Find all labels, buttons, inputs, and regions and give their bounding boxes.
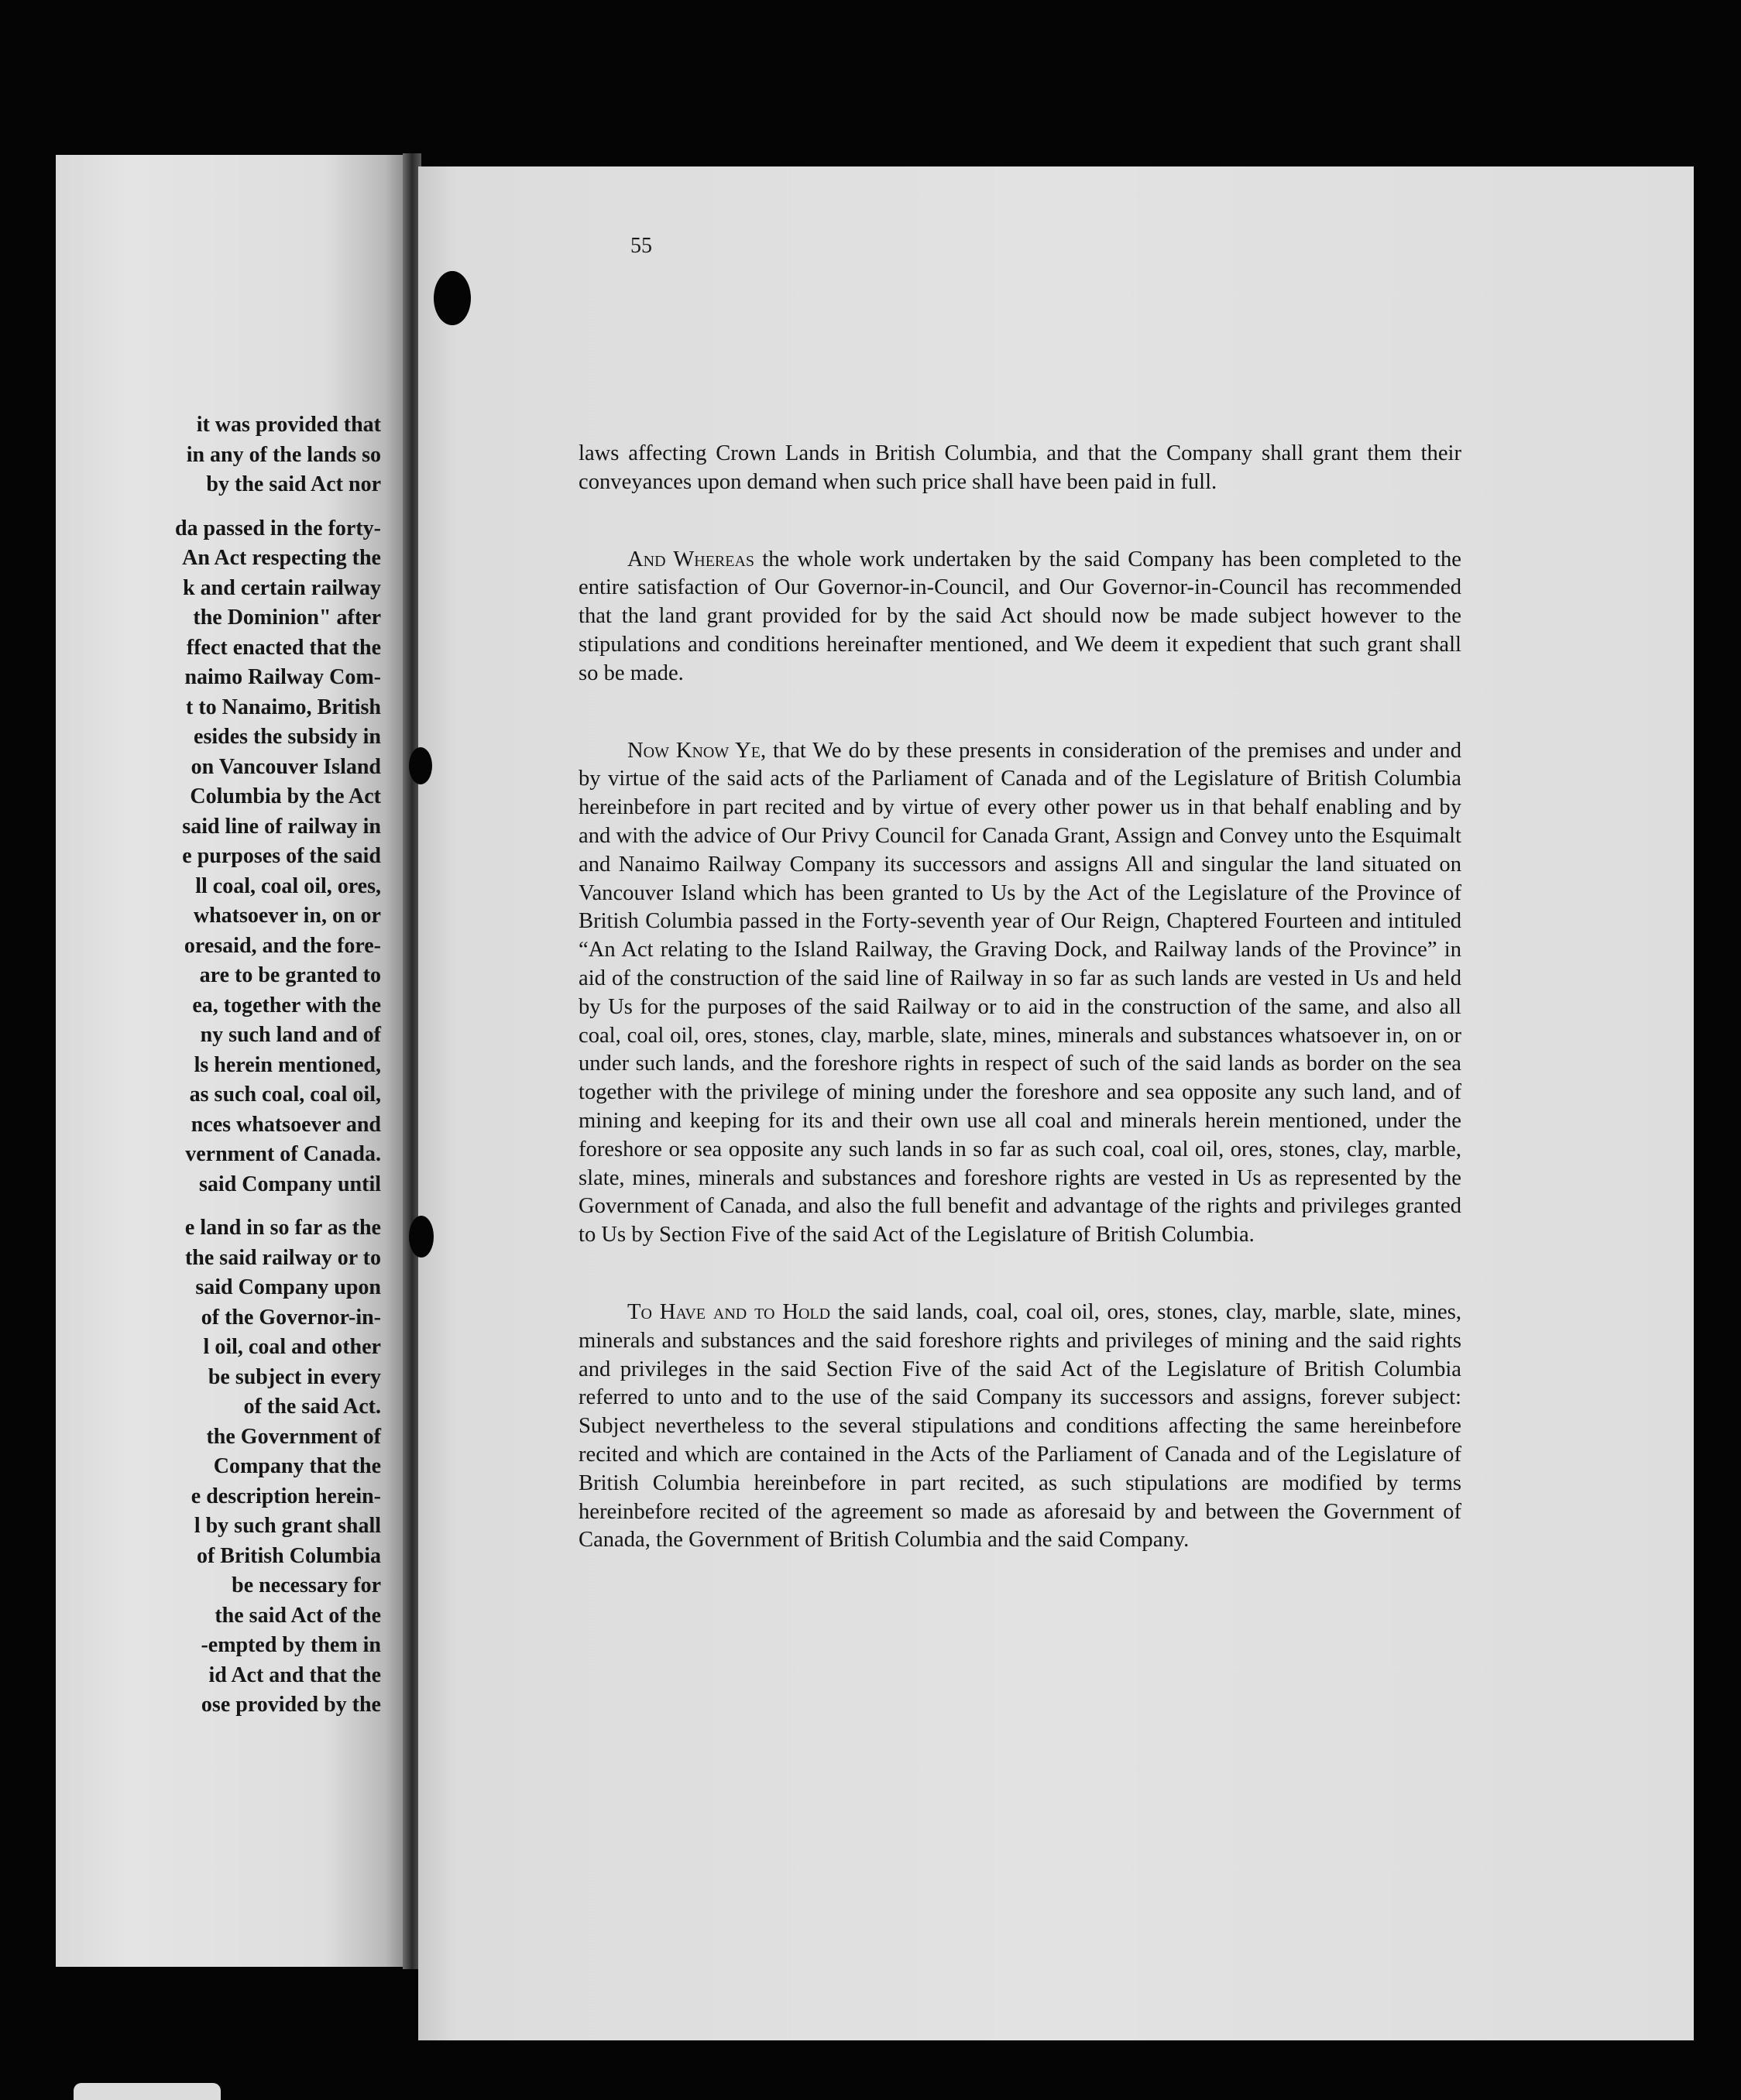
left-page-line: -empted by them in — [201, 1633, 381, 1657]
binding-hole-middle — [409, 747, 432, 784]
paragraph-and-whereas — [579, 546, 1461, 688]
left-page-line: naimo Railway Com- — [184, 665, 381, 689]
left-page-line: nces whatsoever and — [191, 1112, 381, 1137]
left-page-text — [56, 410, 381, 1721]
left-page-line: are to be granted to — [199, 963, 381, 987]
left-page-line: e purposes of the said — [182, 844, 381, 868]
left-page-line: said Company upon — [195, 1275, 381, 1299]
left-page-line: said line of railway in — [182, 814, 381, 839]
left-page-line: be subject in every — [208, 1364, 381, 1389]
left-page-line: the Dominion" after — [193, 606, 381, 630]
left-page-line: ose provided by the — [201, 1693, 381, 1717]
paragraph-text: the said lands, coal, coal oil, ores, stones, clay, marble, slate, mines, minerals and substances and the said foreshore rights and privileges of mining and the said rights and privileges in the said Section Five of the said Act of the Legislature of British Columbia referred to unto and to the use of the said Company its successors and assigns, forever subject: Subject nevertheless to the several stipulations and conditions affecting the same hereinbefore recited and which are contained in the Acts of the Parliament of Canada and of the Legislature of British Columbia hereinbefore in part recited, as such stipulations are modified by terms hereinbefore recited of the agreement so made as aforesaid by and between the Government of Canada, the Government of British Columbia and the said Company. — [579, 1299, 1461, 1553]
paragraph-lead: To Have and to Hold — [627, 1299, 831, 1324]
left-page-line: be necessary for — [232, 1573, 381, 1597]
left-page-line: as such coal, coal oil, — [189, 1083, 381, 1107]
page-number: 55 — [630, 234, 652, 258]
left-page-line: in any of the lands so — [186, 442, 381, 467]
left-page-line: An Act respecting the — [182, 546, 381, 570]
left-page-line — [56, 500, 381, 514]
left-page-line: ea, together with the — [192, 993, 381, 1017]
paragraph-text: the whole work undertaken by the said Company has been completed to the entire satisfaction of Our Governor-in-Council, and Our Governor-in-Council has recommended that the land grant provided for by the said Act should now be made subject however to the stipulations and conditions hereinafter mentioned, and We deem it expedient that such grant shall so be made. — [579, 547, 1461, 685]
left-page — [56, 155, 414, 1967]
left-page-line: vernment of Canada. — [185, 1142, 381, 1166]
left-page-line: whatsoever in, on or — [193, 904, 381, 928]
left-page-line: the said Act of the — [215, 1603, 381, 1628]
binding-hole-bottom — [409, 1216, 434, 1258]
left-page-line: it was provided that — [196, 413, 381, 437]
left-page-line: of the said Act. — [243, 1395, 381, 1419]
paragraph-continuation: laws affecting Crown Lands in British Columbia, and that the Company shall grant them their conveyances upon demand when such price shall have been paid in full. — [579, 441, 1461, 494]
left-page-line: of the Governor-in- — [201, 1305, 381, 1330]
left-page-line — [56, 1199, 381, 1213]
left-page-line: id Act and that the — [208, 1662, 381, 1687]
left-page-line: ls herein mentioned, — [194, 1052, 381, 1077]
left-page-line: of British Columbia — [196, 1543, 381, 1568]
left-page-line: l by such grant shall — [194, 1514, 381, 1538]
left-page-line: e description herein- — [191, 1484, 381, 1508]
left-page-line: by the said Act nor — [206, 472, 381, 496]
left-page-line: the said railway or to — [184, 1245, 381, 1270]
left-page-line: t to Nanaimo, British — [186, 695, 381, 719]
left-page-line: ll coal, coal oil, ores, — [195, 873, 381, 898]
left-page-line: Columbia by the Act — [190, 784, 381, 808]
left-page-line: said Company until — [199, 1172, 381, 1196]
document-body — [579, 440, 1461, 1555]
binding-hole-top — [434, 271, 471, 325]
paragraph-lead: And Whereas — [627, 547, 755, 571]
left-page-line: Company that the — [213, 1454, 381, 1478]
left-page-line: the Government of — [206, 1424, 381, 1449]
paragraph-now-know-ye — [579, 737, 1461, 1250]
paragraph-text: , that We do by these presents in consideration of the premises and under and by virtue of the said acts of the Parliament of Canada and of the Legislature of British Columbia hereinbefore in part recited and by virtue of every other power us in that behalf enabling and by and with the advice of Our Privy Council for Canada Grant, Assign and Convey unto the Esquimalt and Nanaimo Railway Company its successors and assigns All and singular the land situated on Vancouver Island which has been granted to Us by the Act of the Legislature of the Province of British Columbia passed in the Forty-seventh year of Our Reign, Chaptered Fourteen and intituled “An Act relating to the Island Railway, the Graving Dock, and Railway lands of the Province” in aid of the construction of the said line of Railway in so far as such lands are vested in Us and held by Us for the purposes of the said Railway or to aid in the construction of the same, and also all coal, coal oil, ores, stones, clay, marble, slate, mines, minerals and substances whatsoever in, on or under such lands, and the foreshore rights in respect of such of the said lands as border on the sea together with the privilege of mining under the foreshore and sea opposite any such land, and of mining and keeping for its and their own use all coal and minerals herein mentioned, under the foreshore or sea opposite any such lands in so far as such coal, coal oil, ores, stones, clay, marble, slate, mines, minerals and substances and foreshore rights are vested in Us as represented by the Government of Canada, and also the full benefit and advantage of the rights and privileges granted to Us by Section Five of the said Act of the Legislature of British Columbia. — [579, 738, 1461, 1247]
film-tab — [74, 2083, 221, 2100]
left-page-line: oresaid, and the fore- — [184, 933, 381, 958]
paragraph-lead: Now Know Ye — [627, 738, 761, 763]
left-page-line: l oil, coal and other — [203, 1335, 381, 1359]
left-page-line: ny such land and of — [200, 1023, 381, 1047]
left-page-line: k and certain railway — [183, 575, 381, 600]
left-page-line: esides the subsidy in — [194, 725, 381, 749]
paragraph-to-have-and-to-hold — [579, 1299, 1461, 1555]
left-page-line: da passed in the forty- — [174, 516, 381, 540]
left-page-line: ffect enacted that the — [186, 635, 381, 660]
left-page-line: on Vancouver Island — [191, 754, 381, 779]
left-page-line: e land in so far as the — [184, 1216, 381, 1240]
